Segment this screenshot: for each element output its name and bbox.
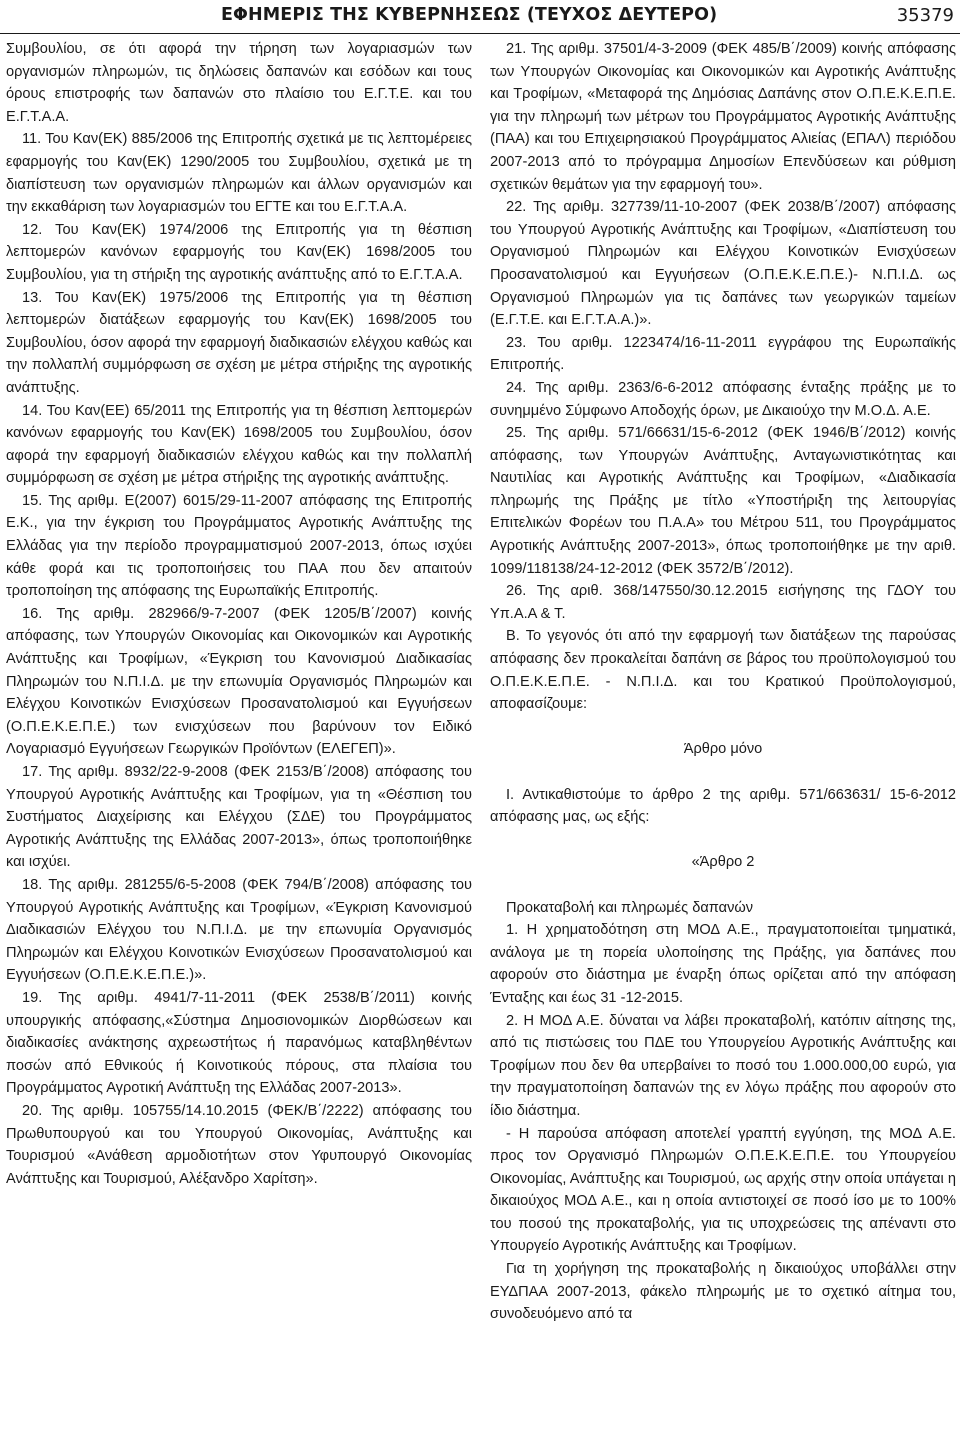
paragraph: 25. Της αριθμ. 571/66631/15-6-2012 (ΦΕΚ 1946/Β΄/2012) κοινής απόφασης, των Υπουργών Ανάπτυξης, Ανταγωνιστικότητας και Ναυτιλίας και Αγροτικής Ανάπτυξης και Τροφίμων, «Διαδικασία πληρωμής της Πράξης με τίτλο «Υποστήριξη της λειτουργίας Επιτελικών Φορέων του Π.Α.Α» του Μέτρου 511, του Προγράμματος Αγροτικής Ανάπτυξης 2007-2013», όπως τροποποιήθηκε με την αριθ. 1099/118138/24-12-2012 (ΦΕΚ 3572/Β΄/2012).	[490, 425, 956, 577]
paragraph: 11. Του Καν(ΕΚ) 885/2006 της Επιτροπής σχετικά με τις λεπτομέρειες εφαρμογής του Καν(ΕΚ) 1290/2005 του Συμβουλίου, σχετικά με τη διαπίστευση των οργανισμών πληρωμών και άλλων οργανισμών και την εκκαθάριση των λογαριασμών του ΕΓΤΕ και του Ε.Γ.Τ.Α.Α.	[6, 131, 472, 216]
paragraph: 13. Του Καν(ΕΚ) 1975/2006 της Επιτροπής για τη θέσπιση λεπτομερών διατάξεων εφαρμογής του Καν(ΕΚ) 1698/2005 του Συμβουλίου, όσον αφορά την εφαρμογή διαδικασιών ελέγχου καθώς και την πολλαπλή συμμόρφωση σε σχέση με μέτρα στήριξης της αγροτικής ανάπτυξης.	[6, 289, 472, 396]
paragraph: 19. Της αριθμ. 4941/7-11-2011 (ΦΕΚ 2538/Β΄/2011) κοινής υπουργικής απόφασης,«Σύστημα Δημοσιονομικών Διορθώσεων και διαδικασίες ανάκτησης αχρεωστήτως ή παρανόμως καταβληθέντων ποσών από Εθνικούς ή Κοινοτικούς πόρους, στα πλαίσια του Προγράμματος Αγροτική Ανάπτυξη της Ελλάδας 2007-2013».	[6, 989, 472, 1097]
right-column	[490, 38, 956, 1326]
paragraph: 2. Η ΜΟΔ Α.Ε. δύναται να λάβει προκαταβολή, κατόπιν αίτησης της, από τις πιστώσεις του ΠΔΕ του Υπουργείου Αγροτικής Ανάπτυξης και Τροφίμων που δεν θα υπερβαίνει το ποσό του 1.000.000,00 ευρώ, για την πραγματοποίηση δαπανών της εν λόγω πράξης που αφορούν στο ίδιο διάστημα.	[490, 1012, 956, 1119]
paragraph: 18. Της αριθμ. 281255/6-5-2008 (ΦΕΚ 794/Β΄/2008) απόφασης του Υπουργού Αγροτικής Ανάπτυξης και Τροφίμων, «Έγκριση Κανονισμού Διαδικασιών Ελέγχου του Ν.Π.Ι.Δ. με την επωνυμία Οργανισμός Πληρωμών και Ελέγχου Κοινοτικών Ενισχύσεων Προσανατολισμού και Εγγυήσεων (Ο.Π.Ε.Κ.Ε.Π.Ε.)».	[6, 876, 472, 984]
amendment-intro: Ι. Αντικαθιστούμε το άρθρο 2 της αριθμ. 571/663631/ 15-6-2012 απόφασης μας, ως εξής:	[490, 786, 956, 826]
paragraph: 12. Του Καν(ΕΚ) 1974/2006 της Επιτροπής για τη θέσπιση λεπτομερών κανόνων εφαρμογής του Καν(ΕΚ) 1698/2005 του Συμβουλίου, για τη στήριξη της αγροτικής ανάπτυξης από το Ε.Γ.Τ.Α.Α.	[6, 221, 472, 283]
page-number: 35379	[896, 5, 954, 26]
paragraph: 21. Της αριθμ. 37501/4-3-2009 (ΦΕΚ 485/Β΄/2009) κοινής απόφασης των Υπουργών Οικονομίας και Οικονομικών και Αγροτικής Ανάπτυξης και Τροφίμων, «Μεταφορά της Δημόσιας Δαπάνης στον Ο.Π.Ε.Κ.Ε.Π.Ε. για την πληρωμή των μέτρων του Προγράμματος Αγροτικής Ανάπτυξης (ΠΑΑ) και του Επιχειρησιακού Προγράμματος Αλιείας (ΕΠΑΛ) περιόδου 2007-2013 από το πρόγραμμα Δημοσίων Επενδύσεων και ρύθμιση σχετικών θεμάτων για την εφαρμογή του».	[490, 41, 956, 193]
inner-article-title: Προκαταβολή και πληρωμές δαπανών	[506, 899, 754, 916]
paragraph: 26. Της αριθ. 368/147550/30.12.2015 εισήγησης της ΓΔΟΥ του Υπ.Α.Α & Τ.	[490, 583, 956, 622]
paragraph: 20. Της αριθμ. 105755/14.10.2015 (ΦΕΚ/Β΄/2222) απόφασης του Πρωθυπουργού και του Υπουργού Οικονομίας, Ανάπτυξης και Τουρισμού «Ανάθεση αρμοδιοτήτων στον Υφυπουργό Οικονομίας Ανάπτυξης και Τουρισμού, Αλέξανδρο Χαρίτση».	[6, 1102, 472, 1187]
paragraph: Β. Το γεγονός ότι από την εφαρμογή των διατάξεων της παρούσας απόφασης δεν προκαλείται δαπάνη σε βάρος του προϋπολογισμού του Ο.Π.Ε.Κ.Ε.Π.Ε. - Ν.Π.Ι.Δ. και του Κρατικού Προϋπολογισμού, αποφασίζουμε:	[490, 628, 956, 713]
paragraph: - Η παρούσα απόφαση αποτελεί γραπτή εγγύηση, της ΜΟΔ Α.Ε. προς τον Οργανισμό Πληρωμών Ο.Π.Ε.Κ.Ε.Π.Ε. του Υπουργείου Οικονομίας, Ανάπτυξης και Τουρισμού, ως αρχής στην οποία υπάγεται η δικαιούχος ΜΟΔ Α.Ε., και η οποία αντιστοιχεί σε ποσό ίσο με το 100% του ποσού της προκαταβολής, για τις υποχρεώσεις της απέναντι στο Υπουργείο Αγροτικής Ανάπτυξης και Τροφίμων.	[490, 1125, 956, 1255]
paragraph: 17. Της αριθμ. 8932/22-9-2008 (ΦΕΚ 2153/Β΄/2008) απόφασης του Υπουργού Αγροτικής Ανάπτυξης και Τροφίμων, για τη «Θέσπιση του Συστήματος Διαχείρισης και Ελέγχου (ΣΔΕ) του Προγράμματος Αγροτικής Ανάπτυξης της Ελλάδας 2007-2013», όπως τροποποιήθηκε και ισχύει.	[6, 764, 472, 871]
paragraph: Για τη χορήγηση της προκαταβολής η δικαιούχος υποβάλλει στην ΕΥΔΠΑΑ 2007-2013, φάκελο πληρωμής με το σχετικό αίτημα του, συνοδευόμενο από τα	[490, 1261, 956, 1323]
inner-article-heading: «Άρθρο 2	[691, 854, 755, 871]
header-divider	[0, 33, 960, 34]
gazette-title: ΕΦΗΜΕΡΙΣ ΤΗΣ ΚΥΒΕΡΝΗΣΕΩΣ (ΤΕΥΧΟΣ ΔΕΥΤΕΡΟ)	[221, 5, 718, 25]
paragraph: 14. Του Καν(ΕΕ) 65/2011 της Επιτροπής για τη θέσπιση λεπτομερών κανόνων εφαρμογής του Καν(ΕΚ) 1698/2005 του Συμβουλίου, όσον αφορά την εφαρμογή διαδικασιών ελέγχου καθώς και την πολλαπλή συμμόρφωση σε σχέση με μέτρα στήριξης της αγροτικής ανάπτυξης.	[6, 402, 472, 487]
paragraph: 24. Της αριθμ. 2363/6-6-2012 απόφασης ένταξης πράξης με το συνημμένο Σύμφωνο Αποδοχής όρων, με Δικαιούχο την Μ.Ο.Δ. Α.Ε.	[490, 379, 956, 419]
left-column	[6, 38, 472, 1190]
paragraph: 16. Της αριθμ. 282966/9-7-2007 (ΦΕΚ 1205/Β΄/2007) κοινής απόφασης, των Υπουργών Οικονομίας και Οικονομικών και Αγροτικής Ανάπτυξης και Τροφίμων, «Έγκριση του Κανονισμού Διαδικασίας Πληρωμών του Ν.Π.Ι.Δ. με την επωνυμία Οργανισμός Πληρωμών και Ελέγχου Κοινοτικών Ενισχύσεων Προσανατολισμού και Εγγυήσεων (Ο.Π.Ε.Κ.Ε.Π.Ε.) των ενισχύσεων που βαρύνουν τον Ειδικό Λογαριασμό Εγγυήσεων Γεωργικών Προϊόντων (ΕΛΕΓΕΠ)».	[6, 605, 472, 758]
paragraph: Συμβουλίου, σε ότι αφορά την τήρηση των λογαριασμών των οργανισμών πληρωμών, τις δηλώσεις δαπανών και εσόδων και τους όρους επιστροφής των δαπανών στο πλαίσιο του Ε.Γ.Τ.Ε. και του Ε.Γ.Τ.Α.Α.	[6, 41, 472, 125]
paragraph: 22. Της αριθμ. 327739/11-10-2007 (ΦΕΚ 2038/Β΄/2007) απόφασης του Υπουργού Αγροτικής Ανάπτυξης και Τροφίμων, «Διαπίστευση του Οργανισμού Πληρωμών και Ελέγχου Κοινοτικών Ενισχύσεων Προσανατολισμού και Εγγυήσεων (Ο.Π.Ε.Κ.Ε.Π.Ε.)- Ν.Π.Ι.Δ. ως Οργανισμού Πληρωμών για τις δαπάνες των γεωργικών ταμείων (Ε.Γ.Τ.Ε. και Ε.Γ.Τ.Α.Α.)».	[490, 199, 956, 329]
article-heading: Άρθρο μόνο	[683, 741, 763, 758]
paragraph: 15. Της αριθμ. Ε(2007) 6015/29-11-2007 απόφασης της Επιτροπής Ε.Κ., για την έγκριση του Προγράμματος Αγροτικής Ανάπτυξης της Ελλάδας για την περίοδο προγραμματισμού 2007-2013, όπως ισχύει κάθε φορά και τις τροποποιήσεις του ΠΑΑ που δεν απαιτούν τροποποίηση της απόφασης της Ευρωπαϊκής Επιτροπής.	[6, 492, 472, 600]
paragraph: 1. Η χρηματοδότηση στη ΜΟΔ Α.Ε., πραγματοποιείται τμηματικά, ανάλογα με τη πορεία υλοποίησης της Πράξης, για δαπάνες που αφορούν στο διάστημα με έναρξη όπως ορίζεται από την απόφαση Ένταξης και έως 31 -12-2015.	[490, 922, 956, 1006]
page-header	[0, 0, 960, 34]
paragraph: 23. Του αριθμ. 1223474/16-11-2011 εγγράφου της Ευρωπαϊκής Επιτροπής.	[490, 334, 956, 374]
